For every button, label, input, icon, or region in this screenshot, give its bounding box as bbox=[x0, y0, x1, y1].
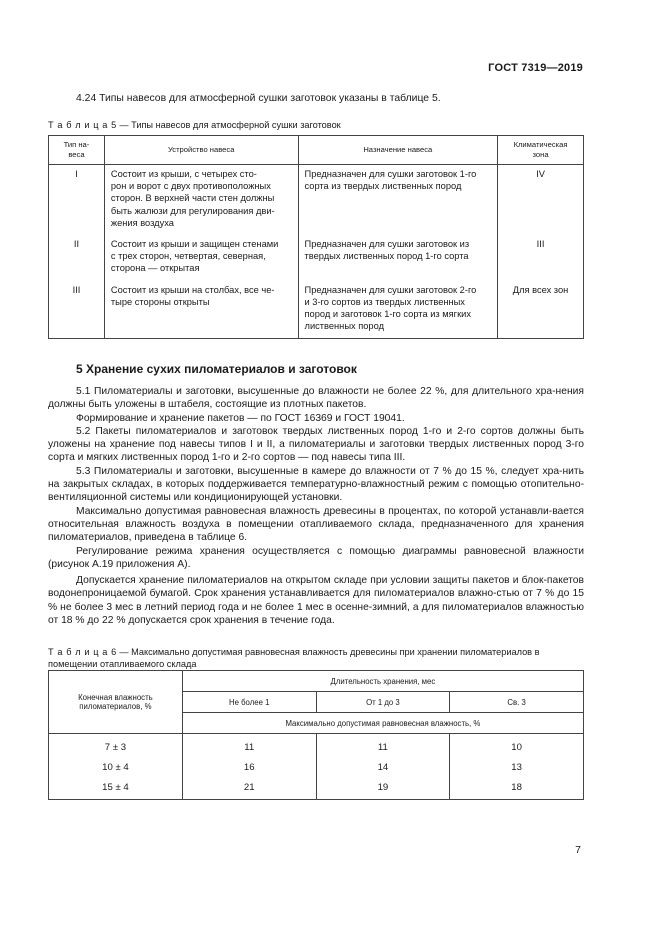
table5-zone: III bbox=[498, 235, 584, 281]
table6-row bbox=[49, 777, 584, 800]
paragraph: Допускается хранение пиломатериалов на открытом складе при условии защиты пакетов и блок-пакетов водонепроницаемой бумагой. Срок хранения устанавливается для пиломатериалов влажно-стью от 7 % до 15 % не более 3 мес в летний период года и не более 1 мес в осенне-зимний, а для пиломатериалов влажностью от 18 % до 22 % допускается срок хранения в течение года. bbox=[48, 575, 584, 627]
table6-moisture: 10 ± 4 bbox=[49, 757, 183, 777]
table6-header-moisture: Конечная влажность пиломатериалов, % bbox=[49, 671, 183, 734]
table6-duration-col: Св. 3 bbox=[450, 692, 584, 713]
table6-duration-col: Не более 1 bbox=[182, 692, 316, 713]
paragraph: Регулирование режима хранения осуществляется с помощью диаграммы равновесной влажности (рисунок А.19 приложения А). bbox=[48, 545, 584, 570]
table5-caption bbox=[48, 119, 341, 131]
table5-row bbox=[49, 281, 584, 339]
table5-zone: Для всех зон bbox=[498, 281, 584, 339]
table6-value: 18 bbox=[450, 777, 584, 800]
paragraph: 5.2 Пакеты пиломатериалов и заготовок твердых лиственных пород 1-го и 2-го сортов должны быть уложены на хранение под навесы типов I и II, а пиломатериалы и заготовки твердых лиственных пород 3-го сорта и мягких лиственных пород 1-го и 2-го сортов — под навесы типа III. bbox=[48, 425, 584, 464]
table5-header-row bbox=[49, 136, 584, 165]
table6-moisture: 15 ± 4 bbox=[49, 777, 183, 800]
table5-header-purpose: Назначение навеса bbox=[298, 136, 498, 165]
paragraph: Максимально допустимая равновесная влажность древесины в процентах, по которой устанавли-вается относительная влажность воздуха в помещении отапливаемого склада, предназначенного для хранения пиломатериалов, приведена в таблице 6. bbox=[48, 505, 584, 544]
table5-type: I bbox=[49, 165, 105, 236]
table5-purpose: Предназначен для сушки заготовок из твердых лиственных пород 1-го сорта bbox=[298, 235, 498, 281]
table5-header-design: Устройство навеса bbox=[104, 136, 298, 165]
table6-value: 14 bbox=[316, 757, 450, 777]
paragraph: Формирование и хранение пакетов — по ГОСТ 16369 и ГОСТ 19041. bbox=[76, 412, 405, 424]
paragraph: 5.3 Пиломатериалы и заготовки, высушенные в камере до влажности от 7 % до 15 %, следует хра-нить на закрытых складах, в которых поддерживается температурно-влажностный режим с помощью отопительно-вентиляционной системы или кондиционирующей установки. bbox=[48, 465, 584, 504]
table6-duration-col: От 1 до 3 bbox=[316, 692, 450, 713]
table6-header-row bbox=[49, 671, 584, 692]
table5-zone: IV bbox=[498, 165, 584, 236]
table5-design: Состоит из крыши на столбах, все че- тыре стороны открыты bbox=[104, 281, 298, 339]
table5-header-type: Тип на- веса bbox=[49, 136, 105, 165]
table6-value: 13 bbox=[450, 757, 584, 777]
table5-type: III bbox=[49, 281, 105, 339]
table5-design: Состоит из крыши, с четырех сто- рон и ворот с двух противоположных сторон. В верхней части стен должны быть жалюзи для регулирования дви- жения воздуха bbox=[104, 165, 298, 236]
table6-moisture: 7 ± 3 bbox=[49, 734, 183, 758]
table6-row bbox=[49, 734, 584, 758]
table6-value: 16 bbox=[182, 757, 316, 777]
paragraph: 5.1 Пиломатериалы и заготовки, высушенные до влажности не более 22 %, для длительного хра-нения должны быть уложены в штабеля, состоящие из плотных пакетов. bbox=[48, 386, 584, 411]
table5-type: II bbox=[49, 235, 105, 281]
section-5-body bbox=[48, 385, 584, 627]
table6-value: 11 bbox=[182, 734, 316, 758]
table5 bbox=[48, 135, 584, 339]
table5-header-zone: Климатическая зона bbox=[498, 136, 584, 165]
page-number: 7 bbox=[575, 844, 581, 856]
table6-row bbox=[49, 757, 584, 777]
clause-4-24: 4.24 Типы навесов для атмосферной сушки заготовок указаны в таблице 5. bbox=[76, 93, 441, 104]
table6-value: 10 bbox=[450, 734, 584, 758]
table5-row bbox=[49, 235, 584, 281]
table5-design: Состоит из крыши и защищен стенами с трех сторон, четвертая, северная, сторона — открытая bbox=[104, 235, 298, 281]
table5-purpose: Предназначен для сушки заготовок 1-го сорта из твердых лиственных пород bbox=[298, 165, 498, 236]
table5-caption-text: — Типы навесов для атмосферной сушки заготовок bbox=[116, 120, 341, 130]
table6-value: 11 bbox=[316, 734, 450, 758]
table6-caption-label: Т а б л и ц а 6 bbox=[48, 647, 117, 657]
table6-header-duration: Длительность хранения, мес bbox=[182, 671, 583, 692]
table5-row bbox=[49, 165, 584, 236]
standard-header: ГОСТ 7319—2019 bbox=[488, 62, 583, 74]
table6-caption-text: — Максимально допустимая равновесная влажность древесины при хранении пиломатериалов в помещении отапливаемого склада bbox=[48, 647, 540, 669]
table6 bbox=[48, 670, 584, 800]
table6-value-header: Максимально допустимая равновесная влажность, % bbox=[182, 713, 583, 734]
section-5-title: 5 Хранение сухих пиломатериалов и заготовок bbox=[76, 362, 357, 376]
table5-purpose: Предназначен для сушки заготовок 2-го и 3-го сортов из твердых лиственных пород и заготовок 1-го сорта из мягких лиственных пород bbox=[298, 281, 498, 339]
table6-caption bbox=[48, 646, 584, 670]
table5-caption-label: Т а б л и ц а 5 bbox=[48, 120, 117, 130]
table6-value: 21 bbox=[182, 777, 316, 800]
table6-value: 19 bbox=[316, 777, 450, 800]
